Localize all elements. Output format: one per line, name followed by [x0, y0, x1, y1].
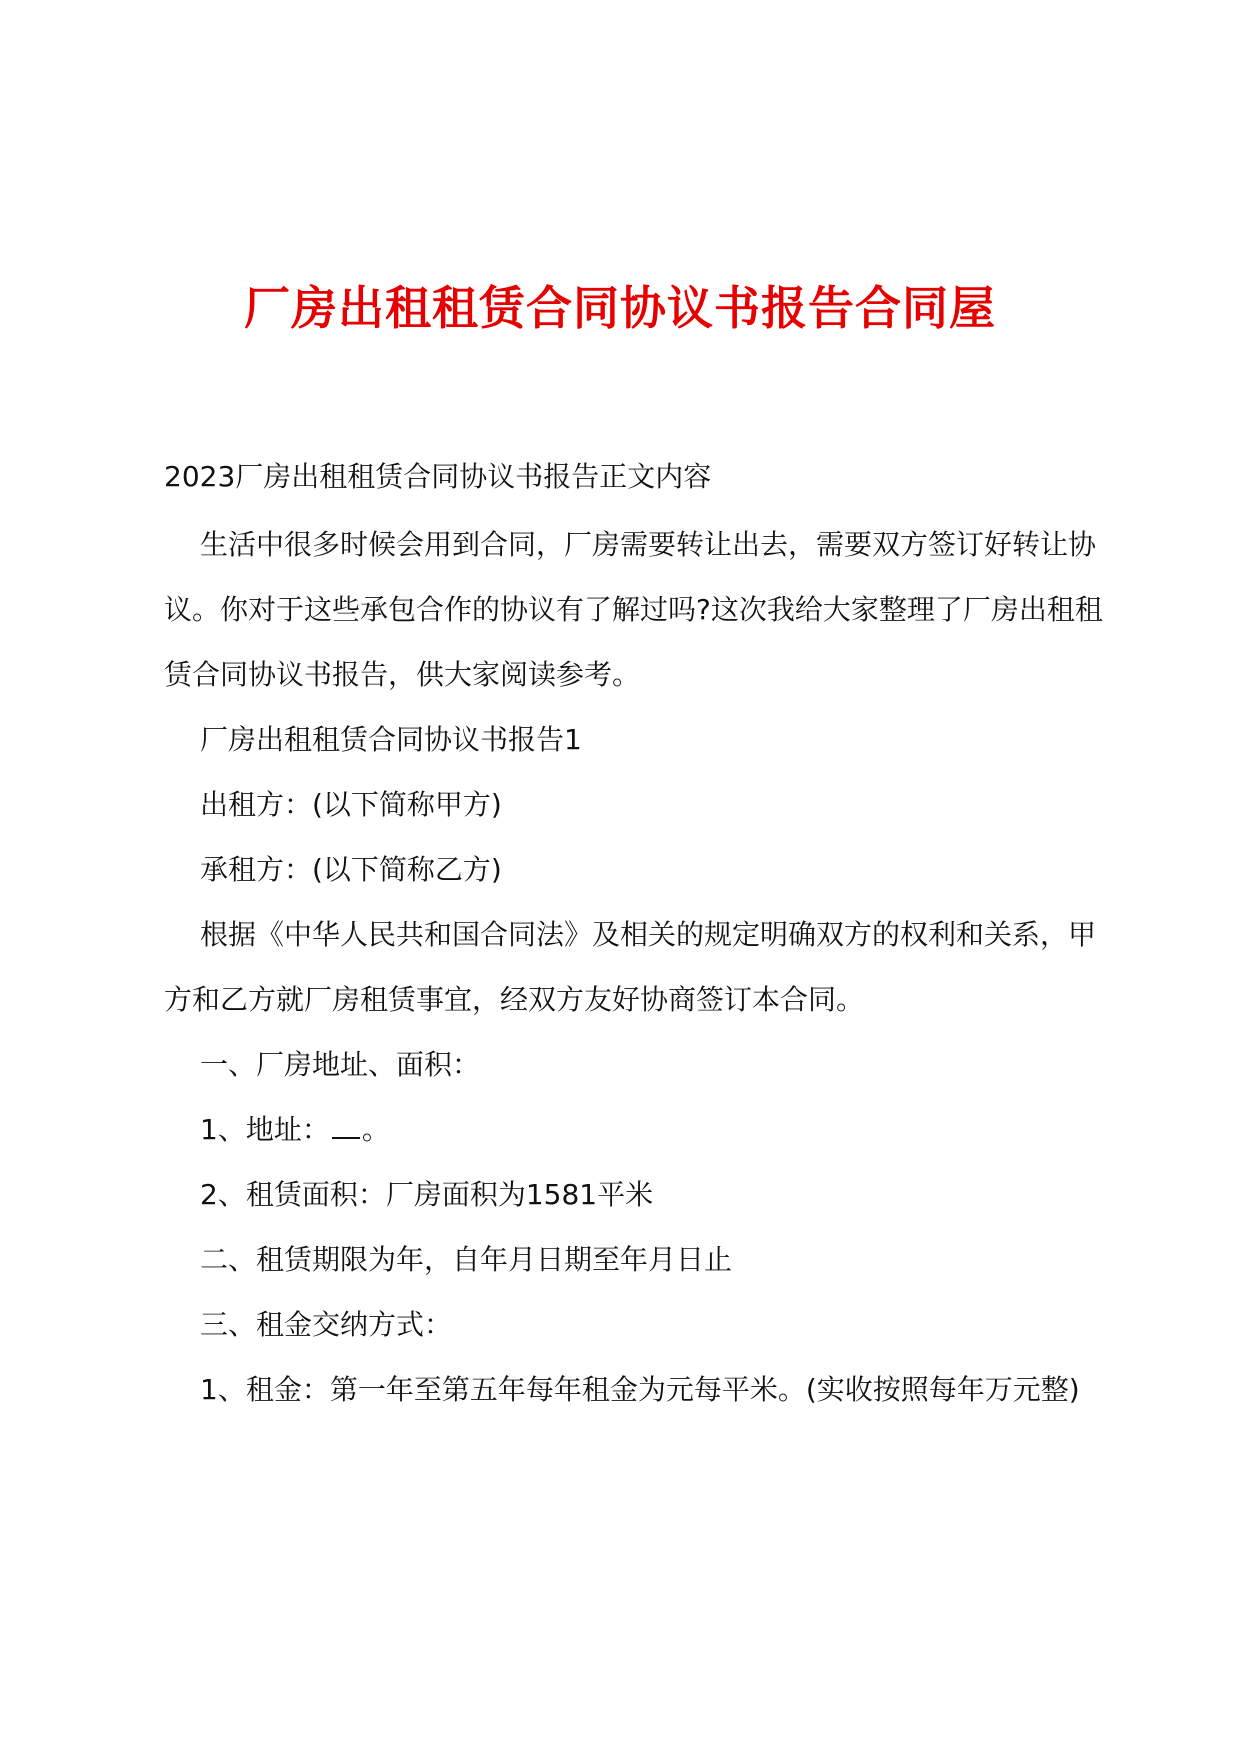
address-blank: [332, 1115, 360, 1139]
lessor-line: 出租方：(以下简称甲方): [200, 788, 502, 821]
report-heading: 厂房出租租赁合同协议书报告1: [200, 723, 582, 756]
document-body: [164, 452, 1114, 1422]
intro-paragraph: 生活中很多时候会用到合同，厂房需要转让出去，需要双方签订好转让协议。你对于这些承包合作的协议有了解过吗?这次我给大家整理了厂房出租租赁合同协议书报告，供大家阅读参考。: [164, 528, 1103, 691]
subtitle: 2023厂房出租租赁合同协议书报告正文内容: [164, 460, 712, 493]
address-end: 。: [361, 1113, 390, 1146]
section-2-title: 二、租赁期限为年，自年月日期至年月日止: [200, 1243, 733, 1276]
preamble-paragraph: 根据《中华人民共和国合同法》及相关的规定明确双方的权利和关系，甲方和乙方就厂房租赁事宜，经双方友好协商签订本合同。: [164, 918, 1097, 1016]
area-line: 2、租赁面积：厂房面积为1581平米: [200, 1178, 654, 1211]
address-line: [164, 1097, 1114, 1162]
section-1-title: 一、厂房地址、面积：: [200, 1048, 481, 1081]
address-label: 1、地址：: [200, 1113, 330, 1146]
section-3-title: 三、租金交纳方式：: [200, 1308, 453, 1341]
lessee-line: 承租方：(以下简称乙方): [200, 853, 502, 886]
rent-clause: 1、租金：第一年至第五年每年租金为元每平米。(实收按照每年万元整): [200, 1373, 1080, 1406]
document-title: 厂房出租租赁合同协议书报告合同屋: [244, 281, 996, 335]
